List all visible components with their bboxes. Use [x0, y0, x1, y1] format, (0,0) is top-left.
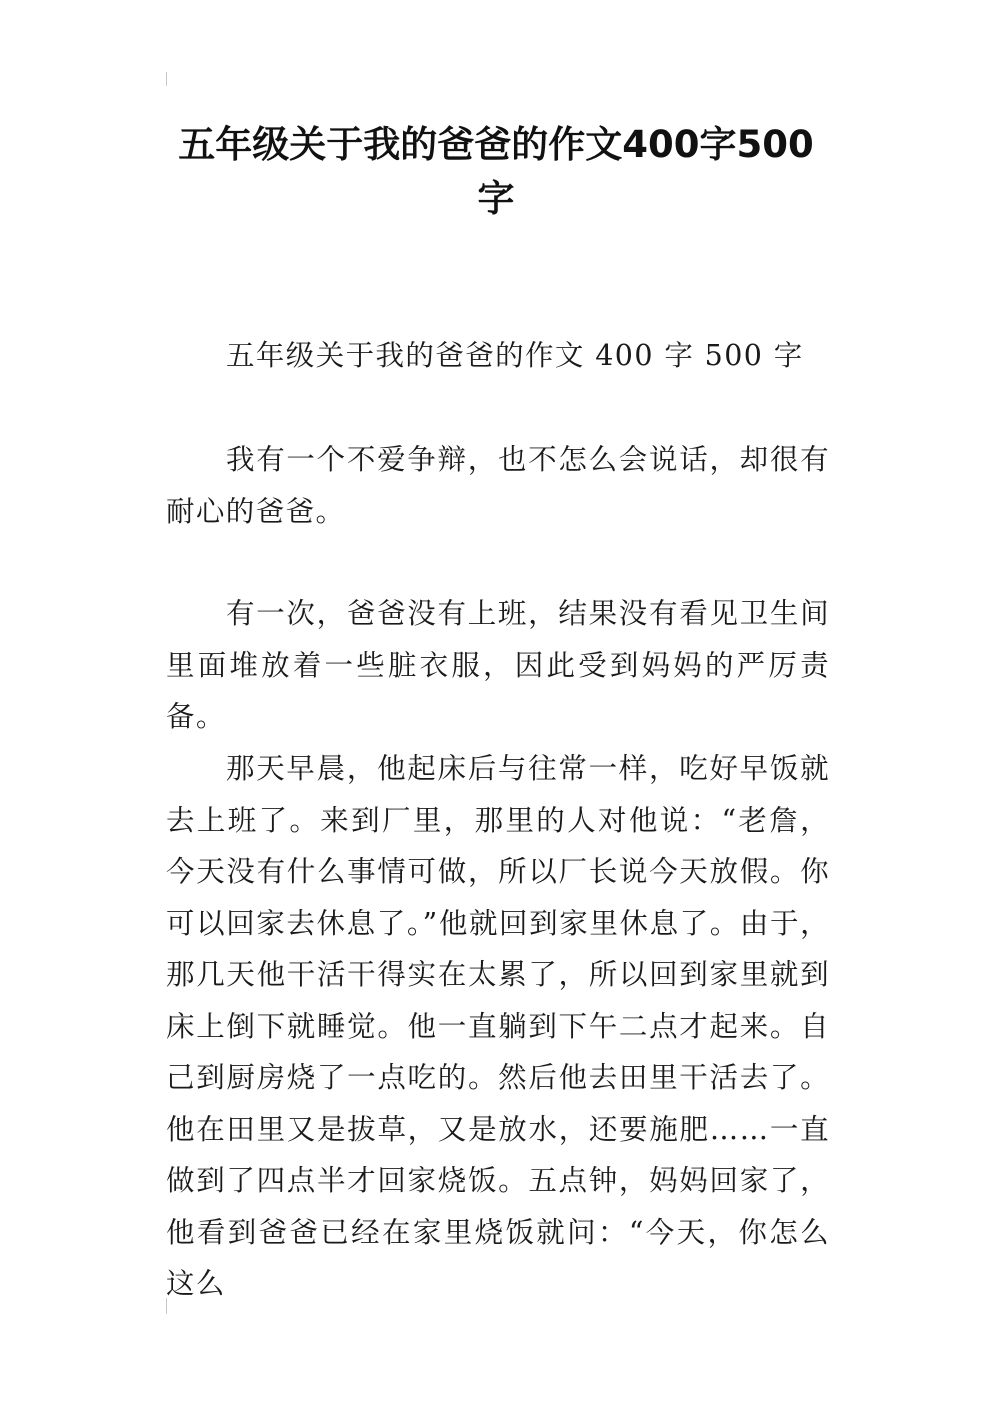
paragraph-block-1 [166, 434, 830, 537]
paragraph: 我有一个不爱争辩，也不怎么会说话，却很有耐心的爸爸。 [166, 443, 830, 528]
paragraph-block-3 [166, 743, 830, 1310]
subtitle-paragraph [166, 330, 830, 382]
document-title: 五年级关于我的爸爸的作文400字500字 [178, 123, 814, 220]
page-corner-mark-top [166, 72, 167, 86]
paragraph: 五年级关于我的爸爸的作文 400 字 500 字 [226, 339, 804, 372]
paragraph-block-2 [166, 588, 830, 743]
paragraph: 有一次，爸爸没有上班，结果没有看见卫生间里面堆放着一些脏衣服，因此受到妈妈的严厉责备。 [166, 597, 830, 733]
paragraph: 那天早晨，他起床后与往常一样，吃好早饭就去上班了。来到厂里，那里的人对他说：“老詹，今天没有什么事情可做，所以厂长说今天放假。你可以回家去休息了。”他就回到家里休息了。由于，那几天他干活干得实在太累了，所以回到家里就到床上倒下就睡觉。他一直躺到下午二点才起来。自己到厨房烧了一点吃的。然后他去田里干活去了。他在田里又是拔草，又是放水，还要施肥……一直做到了四点半才回家烧饭。五点钟，妈妈回家了，他看到爸爸已经在家里烧饭就问：“今天，你怎么这么 [166, 752, 830, 1300]
